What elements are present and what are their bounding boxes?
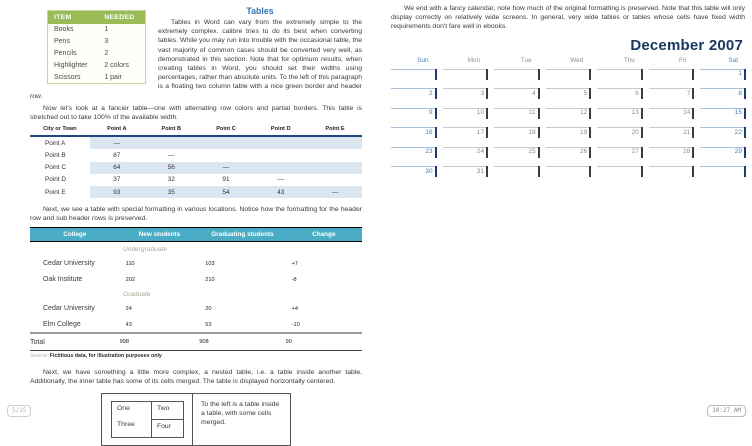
special-formatting-paragraph: Next, we see a table with special formatting in various locations. Notice how the formatting for the header row and sub header rows is preserved. [30,206,362,223]
nested-table-caption-cell: To the left is a table inside a table, with some cells merged. [192,394,290,445]
distance-cell [308,174,362,186]
college-cell: 210 [205,276,215,283]
day-number: 6 [635,89,639,97]
day-number: 12 [579,109,588,117]
college-total-cell: Total [30,333,120,350]
calendar-day-cell [597,108,642,128]
day-right-bar [641,147,643,158]
day-number: 19 [579,128,588,136]
college-cell: 202 [125,276,135,283]
calendar-intro-paragraph: We end with a fancy calendar, note how much of the original formatting is preserved. Note that this table will only display correctly on relatively wide screens. In general, very wide tables or tables whose cells have fixed width requirements don't fare well in ebooks. [391,5,745,31]
day-number: 4 [532,89,536,97]
calendar-day-cell [391,69,436,89]
day-right-bar [589,127,591,138]
document-page-right [391,4,745,186]
calendar-day-name: Tue [520,56,532,64]
day-number: 14 [683,109,691,117]
supplies-cell: Books [54,26,74,34]
calendar-day-cell [443,88,488,108]
day-right-bar [589,69,591,80]
distance-header-cell: Point A [90,124,144,136]
distance-cell: 35 [144,186,199,198]
day-number: 1 [738,70,742,78]
day-right-bar [435,166,437,177]
distance-cell: 87 [113,152,121,160]
inner-merged-cell [112,402,152,438]
inner-cell-three: Three [117,421,135,429]
supplies-cell: 2 [104,49,109,57]
section-heading: Tables [246,6,274,16]
supplies-cell: Highlighter [54,61,88,69]
source-label: Source: [30,353,49,360]
day-right-bar [744,147,746,158]
day-right-bar [641,108,643,119]
calendar-day-cell [597,88,642,108]
distance-cell: 37 [113,176,121,184]
day-number: 8 [738,89,742,97]
day-right-bar [538,147,540,158]
college-cell: 53 [205,321,212,328]
distance-cell [308,162,362,174]
day-right-bar [486,88,488,99]
calendar-day-cell [597,69,642,89]
calendar-day-cell [546,166,591,186]
day-top-rule [700,166,745,167]
day-top-rule [597,166,642,167]
college-row [30,316,362,333]
college-row [30,255,362,271]
day-number: 26 [579,148,588,156]
distance-table [30,124,362,198]
day-top-rule [443,69,488,70]
distance-cell: 93 [90,186,144,198]
day-right-bar [692,166,694,177]
calendar-day-cell [649,147,694,167]
distance-cell: — [308,186,362,198]
distance-row [30,149,362,161]
day-right-bar [641,88,643,99]
distance-row [30,186,362,198]
calendar-day-cell [443,108,488,128]
day-right-bar [589,166,591,177]
calendar-day-cell [649,127,694,147]
distance-cell [253,162,308,174]
day-right-bar [486,127,488,138]
supplies-row [48,24,146,36]
day-right-bar [692,108,694,119]
calendar-day-cell [546,108,591,128]
distance-cell [199,136,254,149]
calendar-day-cell [649,166,694,186]
distance-cell: Point D [45,176,66,184]
distance-cell: 64 [90,162,144,174]
college-cell: 43 [125,321,132,328]
day-number: 27 [631,148,639,156]
calendar-day-cell [391,166,436,186]
supplies-cell: 1 [104,26,109,34]
distance-header-cell: Point B [144,124,199,136]
distance-cell [308,136,362,149]
day-right-bar [435,88,437,99]
college-cell: -8 [291,276,297,283]
calendar-day-cell [700,88,745,108]
calendar-day-cell [443,166,488,186]
college-cell: 103 [205,260,215,267]
college-table [30,227,362,351]
day-number: 23 [425,148,433,156]
distance-cell: Point A [45,139,66,147]
day-right-bar [744,166,746,177]
distance-header-cell: Point D [253,124,308,136]
day-right-bar [486,147,488,158]
college-cell: Oak Institute [43,276,83,284]
calendar-day-name: Sun [417,56,429,64]
college-row [30,300,362,316]
college-row [30,271,362,287]
day-top-rule [597,69,642,70]
day-number: 10 [476,109,485,117]
college-total-row [30,333,362,350]
college-header-cell: College [30,227,120,242]
calendar-day-cell [649,88,694,108]
distance-cell: — [90,136,144,149]
calendar-day-cell [391,127,436,147]
day-right-bar [744,69,746,80]
calendar-day-cell [700,69,745,89]
supplies-cell: 2 colors [104,61,129,69]
day-top-rule [649,69,694,70]
college-cell: +4 [291,305,298,312]
supplies-row [48,59,146,71]
college-cell: 24 [125,305,132,312]
day-number: 9 [428,109,433,117]
day-number: 24 [476,148,485,156]
distance-row [30,136,362,149]
supplies-cell: Pens [54,38,70,46]
day-right-bar [538,127,540,138]
calendar-day-cell [546,147,591,167]
calendar-grid [391,57,745,186]
calendar-day-cell [597,147,642,167]
day-right-bar [435,127,437,138]
calendar-day-cell [391,147,436,167]
day-number: 18 [528,128,536,136]
distance-cell [308,149,362,161]
intro-paragraph: Tables in Word can vary from the extremely simple to the extremely complex. calibre tries to do its best when converting tables. While you may run into trouble with the occasional table, the vast majority of common cases should be converted very well, as demonstrated in this section. Note that for optimum results, when creating tables in Word, you should set their widths using percentages, rather than absolute units. To the left of this paragraph is a floating two column table with a nice green border and header row. [30,19,362,100]
day-number: 5 [583,89,588,97]
distance-cell: — [168,152,175,160]
nested-inner-table [111,401,184,438]
day-number: 20 [631,128,639,136]
day-number: 28 [683,148,691,156]
distance-cell: Point B [45,152,66,160]
supplies-row [48,36,146,48]
day-right-bar [486,69,488,80]
page-indicator-badge[interactable]: 5/15 [7,405,31,417]
day-right-bar [435,69,437,80]
day-number: 7 [686,89,691,97]
calendar-day-cell [443,147,488,167]
day-right-bar [589,147,591,158]
supplies-header-cell: NEEDED [98,11,145,25]
nested-outer-left-cell [102,394,192,445]
distance-cell: — [277,176,284,184]
calendar-day-cell [391,88,436,108]
calendar-day-cell [700,108,745,128]
college-total-cell: 908 [199,333,285,350]
day-number: 3 [480,89,485,97]
day-right-bar [744,108,746,119]
college-cell: Cedar University [43,305,95,313]
college-subheader-cell: Graduate [122,291,151,299]
day-number: 17 [476,128,485,136]
distance-cell: 43 [253,186,308,198]
college-cell: Cedar University [43,260,95,268]
college-header-cell: Graduating students [199,227,285,242]
distance-header-cell: Point E [308,124,362,136]
day-right-bar [486,108,488,119]
day-right-bar [692,127,694,138]
distance-cell: 56 [144,162,199,174]
college-cell: Elm College [43,321,81,329]
day-right-bar [641,127,643,138]
calendar-day-cell [700,147,745,167]
day-number: 11 [528,109,536,117]
day-right-bar [538,69,540,80]
inner-cell-four: Four [152,420,184,438]
day-right-bar [589,88,591,99]
day-right-bar [589,108,591,119]
college-cell: +7 [291,260,298,267]
day-right-bar [538,108,540,119]
day-right-bar [692,147,694,158]
day-right-bar [538,88,540,99]
supplies-cell: 3 [104,38,109,46]
supplies-cell: 1 pair [104,73,122,81]
day-number: 16 [425,128,433,136]
college-subheader-row [30,287,362,300]
college-cell: 20 [205,305,212,312]
distance-cell: — [199,162,254,174]
distance-cell: 32 [167,176,175,184]
distance-row [30,174,362,186]
day-top-rule [494,166,539,167]
day-top-rule [494,69,539,70]
calendar-day-cell [546,127,591,147]
day-number: 22 [734,128,742,136]
day-number: 21 [683,128,691,136]
calendar-day-name: Wed [570,56,584,64]
nested-table-paragraph: Next, we have something a little more complex, a nested table, i.e. a table inside another table. Additionally, the inner table has some of its cells merged. The table is displayed horizontally centered. [30,369,362,386]
day-right-bar [744,127,746,138]
day-number: 30 [425,167,433,175]
calendar-day-cell [494,127,539,147]
calendar-day-name: Mon [467,56,481,64]
distance-header-cell: Point C [199,124,254,136]
distance-cell: Point E [45,188,66,196]
table-source-note [30,353,362,359]
college-cell: 110 [125,260,135,267]
calendar-day-cell [494,166,539,186]
calendar-day-cell [649,108,694,128]
college-cell: -10 [291,321,300,328]
distance-cell: 54 [199,186,254,198]
calendar-day-cell [494,88,539,108]
day-right-bar [692,88,694,99]
calendar-title: December 2007 [630,36,743,54]
supplies-header-row [48,11,146,25]
supplies-cell: Scissors [54,73,81,81]
supplies-cell: Pencils [54,49,77,57]
calendar-day-cell [546,88,591,108]
day-number: 29 [734,148,742,156]
calendar-day-name: Fri [678,56,687,64]
clock-badge: 10:27 AM [707,405,746,417]
inner-cell-one: One [117,405,130,413]
college-header-cell: New students [120,227,200,242]
college-total-cell: 90 [286,333,362,350]
calendar-day-cell [494,147,539,167]
calendar-day-cell [391,108,436,128]
supplies-row [48,71,146,83]
supplies-header-cell: ITEM [48,11,99,25]
supplies-row [48,48,146,60]
day-right-bar [486,166,488,177]
distance-header-row [30,124,362,136]
college-total-cell: 998 [120,333,200,350]
day-number: 15 [734,109,742,117]
document-page-left [30,4,362,446]
college-header-row [30,227,362,242]
day-right-bar [538,166,540,177]
calendar-day-cell [700,166,745,186]
fancier-table-paragraph: Now let's look at a fancier table—one with alternating row colors and partial borders. This table is stretched out to take 100% of the available width. [30,104,362,122]
calendar-day-cell [494,69,539,89]
day-right-bar [641,69,643,80]
day-number: 13 [631,109,639,117]
nested-outer-table [101,393,291,446]
day-right-bar [692,69,694,80]
calendar-day-cell [443,69,488,89]
day-right-bar [744,88,746,99]
day-right-bar [435,147,437,158]
day-top-rule [546,166,591,167]
calendar-day-cell [546,69,591,89]
calendar-day-cell [700,127,745,147]
day-right-bar [641,166,643,177]
day-top-rule [546,69,591,70]
calendar-day-cell [597,127,642,147]
college-header-cell: Change [286,227,362,242]
college-subheader-cell: Undergraduate [122,246,167,254]
distance-header-cell: City or Town [30,124,90,136]
day-right-bar [435,108,437,119]
supplies-table [47,10,146,84]
calendar-day-cell [649,69,694,89]
distance-cell [199,149,254,161]
calendar-day-cell [443,127,488,147]
college-subheader-row [30,242,362,256]
calendar-day-cell [494,108,539,128]
day-top-rule [649,166,694,167]
day-number: 2 [428,89,433,97]
distance-cell: 91 [222,176,230,184]
calendar-day-name: Sat [728,56,738,64]
calendar-day-name: Thu [623,56,635,64]
calendar-day-cell [597,166,642,186]
distance-row [30,162,362,174]
day-top-rule [391,69,436,70]
day-number: 25 [528,148,536,156]
distance-cell [253,149,308,161]
inner-cell-two: Two [152,402,184,420]
distance-cell [253,136,308,149]
source-text: Fictitious data, for illustration purposes only [49,353,162,360]
day-number: 31 [476,167,485,175]
distance-cell: Point C [45,164,66,172]
distance-cell [144,136,199,149]
